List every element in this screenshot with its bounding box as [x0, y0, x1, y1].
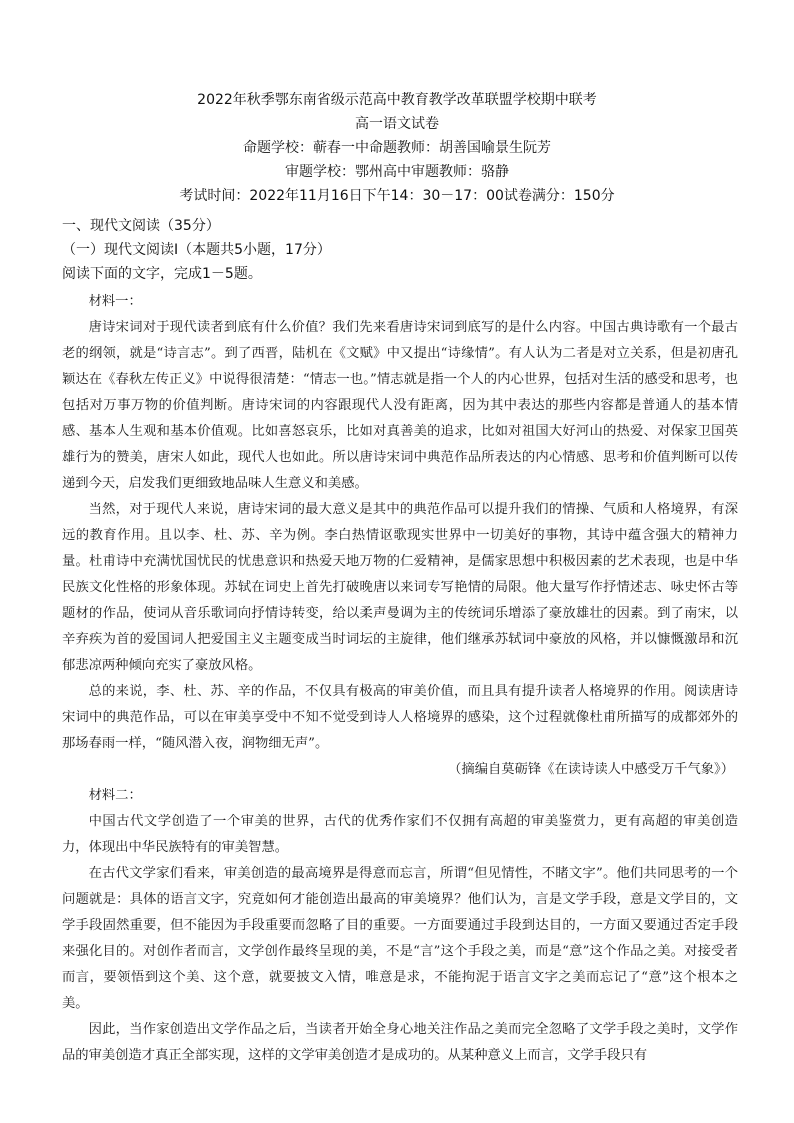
- material-label: 材料二：: [88, 788, 142, 803]
- exam-title: 2022年秋季鄂东南省级示范高中教育教学改革联盟学校期中联考: [197, 92, 597, 108]
- exam-subject: 高一语文试卷: [355, 116, 439, 132]
- section-heading: 一、现代文阅读（35分）: [62, 218, 220, 234]
- source-citation: （摘编自莫砺锋《在读诗读人中感受万千气象》）: [448, 762, 734, 777]
- paragraph: 因此，当作家创造出文学作品之后，当读者开始全身心地关注作品之美而完全忽略了文学手段之美时，文学作品的审美创造才真正全部实现，这样的文学审美创造才是成功的。从某种意义上而言，文学手段只有: [62, 1022, 738, 1063]
- paragraph: 当然，对于现代人来说，唐诗宋词的最大意义是其中的典范作品可以提升我们的情操、气质和人格境界，有深远的教育作用。且以李、杜、苏、辛为例。李白热情讴歌现实世界中一切美好的事物，其诗中蕴含强大的精神力量。杜甫诗中充满忧国忧民的忧患意识和热爱天地万物的仁爱精神，是儒家思想中积极因素的艺术表现，也是中华民族文化性格的形象体现。苏轼在词史上首先打破晚唐以来词专写艳情的局限。他大量写作抒情述志、咏史怀古等题材的作品，使词从音乐歌词向抒情诗转变，给以柔声曼调为主的传统词乐增添了豪放雄壮的因素。到了南宋，以辛弃疾为首的爱国词人把爱国主义主题变成当时词坛的主旋律，他们继承苏轼词中豪放的风格，并以慷慨激昂和沉郁悲凉两种倾向充实了豪放风格。: [62, 502, 738, 673]
- material-label: 材料一：: [88, 294, 142, 309]
- setter-info: 命题学校：蕲春一中命题教师：胡善国喻景生阮芳: [243, 140, 551, 156]
- paragraph: 中国古代文学创造了一个审美的世界，古代的优秀作家们不仅拥有高超的审美鉴赏力，更有高超的审美创造力，体现出中华民族特有的审美智慧。: [62, 814, 738, 855]
- subsection-heading: （一）现代文阅读Ⅰ（本题共5小题，17分）: [62, 242, 331, 258]
- paragraph: 在古代文学家们看来，审美创造的最高境界是得意而忘言，所谓“但见情性，不睹文字”。他们共同思考的一个问题就是：具体的语言文字，究竟如何才能创造出最高的审美境界？他们认为，言是文学手段，意是文学目的，文学手段固然重要，但不能因为手段重要而忽略了目的重要。一方面要通过手段到达目的，一方面又要通过否定手段来强化目的。对创作者而言，文学创作最终呈现的美，不是“言”这个手段之美，而是“意”这个作品之美。对接受者而言，要领悟到这个美、这个意，就要披文入情，唯意是求，不能拘泥于语言文字之美而忘记了“意”这个根本之美。: [62, 866, 738, 1011]
- exam-header: [60, 88, 734, 208]
- reading-passage: [62, 289, 738, 1069]
- paragraph: 唐诗宋词对于现代读者到底有什么价值？我们先来看唐诗宋词到底写的是什么内容。中国古典诗歌有一个最古老的纲领，就是“诗言志”。到了西晋，陆机在《文赋》中又提出“诗缘情”。有人认为二者是对立关系，但是初唐孔颖达在《春秋左传正义》中说得很清楚：“情志一也。”情志就是指一个人的内心世界，包括对生活的感受和思考，也包括对万事万物的价值判断。唐诗宋词的内容跟现代人没有距离，因为其中表达的那些内容都是普通人的基本情感、基本人生观和基本价值观。比如喜怒哀乐，比如对真善美的追求，比如对祖国大好河山的热爱、对保家卫国英雄行为的赞美，唐宋人如此，现代人也如此。所以唐诗宋词中典范作品所表达的内心情感、思考和价值判断可以传递到今天，启发我们更细致地品味人生意义和美感。: [62, 320, 738, 491]
- reviewer-info: 审题学校：鄂州高中审题教师：骆静: [285, 164, 509, 180]
- paragraph: 总的来说，李、杜、苏、辛的作品，不仅具有极高的审美价值，而且具有提升读者人格境界的作用。阅读唐诗宋词中的典范作品，可以在审美享受中不知不觉受到诗人人格境界的感染，这个过程就像杜甫所描写的成都郊外的那场春雨一样，“随风潜入夜，润物细无声”。: [62, 684, 738, 751]
- reading-instruction: 阅读下面的文字，完成1－5题。: [62, 266, 262, 282]
- exam-time-info: 考试时间：2022年11月16日下午14：30－17：00试卷满分：150分: [179, 188, 615, 204]
